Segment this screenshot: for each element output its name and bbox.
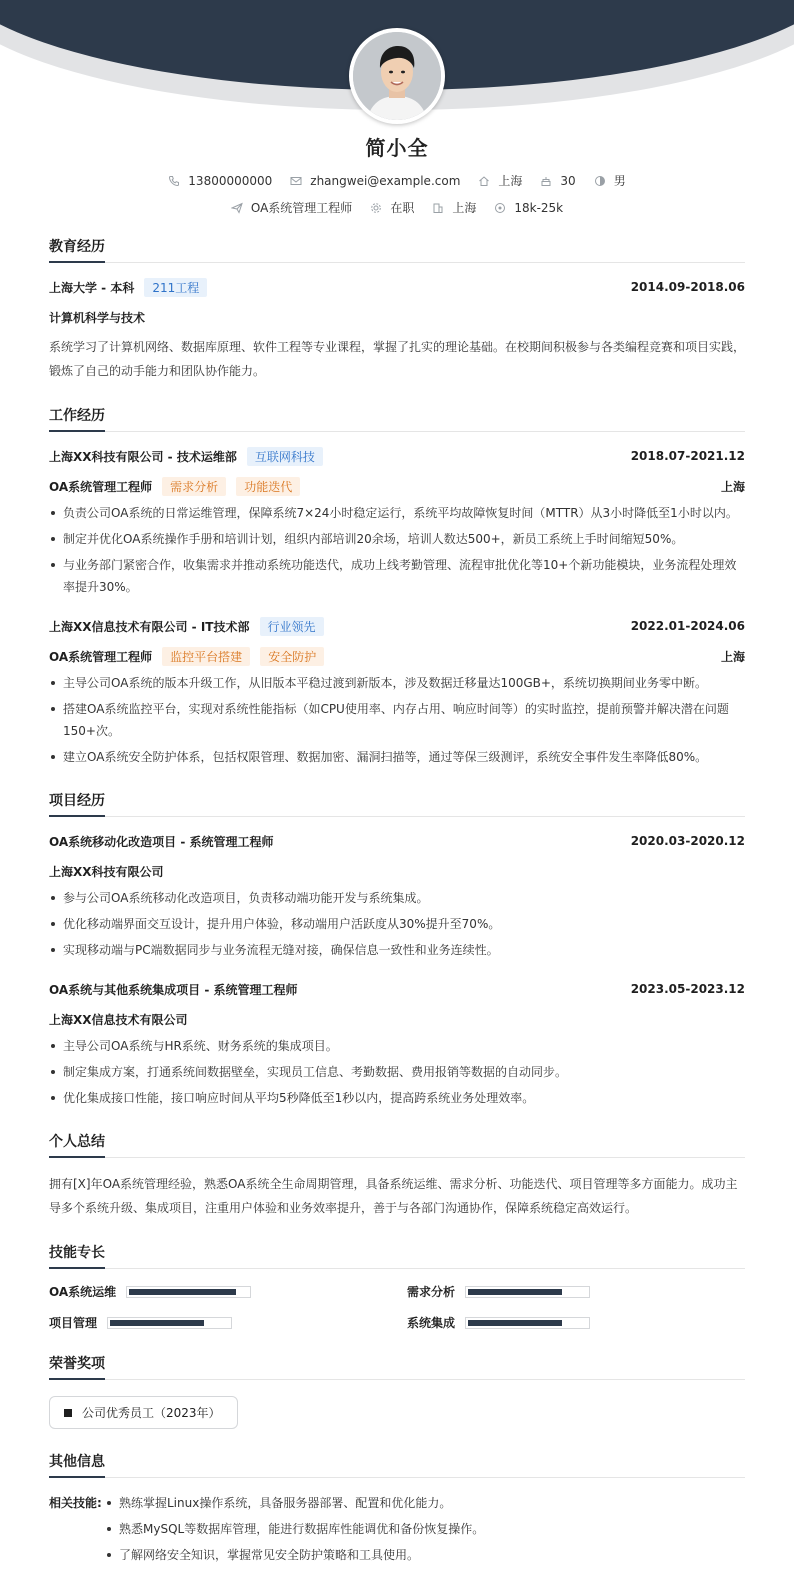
list-item: 参与公司OA系统移动化改造项目，负责移动端功能开发与系统集成。 (49, 887, 745, 909)
project-name: OA系统与其他系统集成项目 - 系统管理工程师 (49, 982, 298, 997)
project-company-text: 上海XX科技有限公司 (49, 864, 164, 879)
list-item: 制定集成方案，打通系统间数据壁垒，实现员工信息、考勤数据、费用报销等数据的自动同步。 (49, 1061, 745, 1083)
home-icon (478, 175, 490, 187)
other-section (49, 1451, 745, 1570)
skills-grid (49, 1283, 745, 1331)
other-bullets (105, 1492, 484, 1570)
section-title-summary: 个人总结 (49, 1131, 745, 1158)
skill-tag: 功能迭代 (236, 477, 300, 496)
education-item (49, 277, 745, 383)
age-item (540, 174, 575, 188)
skill-name: OA系统运维 (49, 1285, 117, 1299)
list-item: 熟悉MySQL等数据库管理，能进行数据库性能调优和备份恢复操作。 (105, 1518, 484, 1540)
project-company-text: 上海XX信息技术有限公司 (49, 1012, 188, 1027)
square-bullet-icon (64, 1409, 72, 1417)
project-name: OA系统移动化改造项目 - 系统管理工程师 (49, 834, 274, 849)
gender-text: 男 (613, 174, 626, 188)
major-text: 计算机科学与技术 (49, 310, 146, 325)
skill-item (49, 1283, 387, 1300)
award-text: 公司优秀员工（2023年） (82, 1406, 221, 1420)
skill-item (407, 1314, 745, 1331)
avatar (349, 28, 445, 124)
location-text: 上海 (498, 174, 523, 188)
role-title: OA系统管理工程师 (49, 649, 153, 664)
skill-bar (126, 1286, 251, 1298)
skill-bar (465, 1286, 590, 1298)
project-item (49, 831, 745, 961)
company-tag: 互联网科技 (247, 447, 323, 466)
section-title-honors: 荣誉奖项 (49, 1353, 745, 1380)
skill-name: 系统集成 (407, 1316, 456, 1330)
phone-text: 13800000000 (188, 173, 273, 188)
list-item: 主导公司OA系统的版本升级工作，从旧版本平稳过渡到新版本，涉及数据迁移量达100GB+，系统切换期间业务零中断。 (49, 672, 745, 694)
summary-section (49, 1131, 745, 1220)
work-head (49, 616, 745, 636)
list-item: 建立OA系统安全防护体系，包括权限管理、数据加密、漏洞扫描等，通过等保三级测评，系统安全事件发生率降低80%。 (49, 746, 745, 768)
education-period: 2014.09-2018.06 (630, 280, 745, 294)
phone-icon (168, 175, 180, 187)
email-text: zhangwei@example.com (310, 173, 461, 188)
skill-bar-fill (110, 1320, 204, 1326)
project-bullets (49, 887, 745, 961)
project-period: 2020.03-2020.12 (630, 834, 745, 848)
work-item (49, 616, 745, 768)
skill-bar-fill (129, 1289, 236, 1295)
contact-row (0, 172, 794, 189)
company-tag: 行业领先 (260, 617, 324, 636)
skill-bar-fill (468, 1320, 562, 1326)
honors-section (49, 1353, 745, 1429)
section-title-skills: 技能专长 (49, 1242, 745, 1269)
work-bullets (49, 672, 745, 768)
list-item: 搭建OA系统监控平台，实现对系统性能指标（如CPU使用率、内存占用、响应时间等）的实时监控，提前预警并解决潜在问题150+次。 (49, 698, 745, 742)
skill-item (49, 1314, 387, 1331)
job-title-item (231, 199, 352, 216)
gender-icon (594, 175, 606, 187)
target-city-item (432, 199, 476, 216)
skill-tag: 需求分析 (162, 477, 226, 496)
job-title-text: OA系统管理工程师 (250, 201, 353, 215)
work-period: 2022.01-2024.06 (630, 619, 745, 633)
section-title-projects: 项目经历 (49, 790, 745, 817)
other-label: 相关技能: (49, 1496, 102, 1510)
mail-icon (290, 175, 302, 187)
education-description: 系统学习了计算机网络、数据库原理、软件工程等专业课程，掌握了扎实的理论基础。在校期间积极参与各类编程竞赛和项目实践，锻炼了自己的动手能力和团队协作能力。 (49, 340, 746, 378)
location-item (478, 172, 522, 189)
skill-tag: 监控平台搭建 (162, 647, 250, 666)
list-item: 制定并优化OA系统操作手册和培训计划，组织内部培训20余场，培训人数达500+，新员工系统上手时间缩短50%。 (49, 528, 745, 550)
company-name: 上海XX信息技术有限公司 - IT技术部 (49, 619, 250, 634)
list-item: 熟练掌握Linux操作系统，具备服务器部署、配置和优化能力。 (105, 1492, 484, 1514)
gear-icon (370, 202, 382, 214)
role-title: OA系统管理工程师 (49, 479, 153, 494)
job-intent-row (0, 199, 794, 216)
section-title-education: 教育经历 (49, 236, 745, 263)
phone-item (168, 174, 272, 188)
work-bullets (49, 502, 745, 598)
education-head (49, 277, 745, 297)
list-item: 主导公司OA系统与HR系统、财务系统的集成项目。 (49, 1035, 745, 1057)
send-icon (231, 202, 243, 214)
project-period: 2023.05-2023.12 (630, 982, 745, 996)
cake-icon (540, 175, 552, 187)
section-title-work: 工作经历 (49, 405, 745, 432)
skill-tag: 安全防护 (260, 647, 324, 666)
work-item (49, 446, 745, 598)
list-item: 实现移动端与PC端数据同步与业务流程无缝对接，确保信息一致性和业务连续性。 (49, 939, 745, 961)
project-head (49, 831, 745, 851)
section-title-other: 其他信息 (49, 1451, 745, 1478)
gender-item (594, 172, 626, 189)
company-name: 上海XX科技有限公司 - 技术运维部 (49, 449, 237, 464)
role-row (49, 476, 745, 496)
project-company (49, 1009, 745, 1029)
skill-bar-fill (468, 1289, 562, 1295)
skills-section (49, 1242, 745, 1331)
resume-content (49, 236, 745, 1592)
coin-icon (494, 202, 506, 214)
list-item: 优化集成接口性能，接口响应时间从平均5秒降低至1秒以内，提高跨系统业务处理效率。 (49, 1087, 745, 1109)
education-section (49, 236, 745, 383)
age-text: 30 (560, 173, 576, 188)
other-info (49, 1492, 745, 1570)
building-icon (432, 202, 444, 214)
candidate-name: 简小全 (365, 136, 429, 160)
avatar-photo (353, 32, 441, 120)
work-period: 2018.07-2021.12 (630, 449, 745, 463)
skill-item (407, 1283, 745, 1300)
work-head (49, 446, 745, 466)
status-text: 在职 (390, 201, 415, 215)
project-bullets (49, 1035, 745, 1109)
projects-section (49, 790, 745, 1109)
list-item: 优化移动端界面交互设计，提升用户体验，移动端用户活跃度从30%提升至70%。 (49, 913, 745, 935)
project-company (49, 861, 745, 881)
target-city-text: 上海 (452, 201, 477, 215)
email-item (290, 174, 460, 188)
salary-text: 18k-25k (514, 200, 564, 215)
skill-bar (465, 1317, 590, 1329)
work-section (49, 405, 745, 768)
school-tag: 211工程 (144, 278, 207, 297)
salary-item (494, 201, 563, 215)
list-item: 负责公司OA系统的日常运维管理，保障系统7×24小时稳定运行，系统平均故障恢复时间（MTTR）从3小时降低至1小时以内。 (49, 502, 745, 524)
work-city: 上海 (720, 649, 745, 664)
project-item (49, 979, 745, 1109)
skill-name: 需求分析 (407, 1285, 456, 1299)
status-item (370, 199, 414, 216)
list-item: 了解网络安全知识，掌握常见安全防护策略和工具使用。 (105, 1544, 484, 1566)
list-item: 与业务部门紧密合作，收集需求并推动系统功能迭代，成功上线考勤管理、流程审批优化等10+个新功能模块，业务流程处理效率提升30%。 (49, 554, 745, 598)
school-name: 上海大学 - 本科 (49, 280, 135, 295)
major (49, 307, 745, 327)
summary-text: 拥有[X]年OA系统管理经验，熟悉OA系统全生命周期管理，具备系统运维、需求分析、功能迭代、项目管理等多方面能力。成功主导多个系统升级、集成项目，注重用户体验和业务效率提升，善于与各部门沟通协作，保障系统稳定高效运行。 (49, 1177, 738, 1215)
skill-bar (107, 1317, 232, 1329)
project-head (49, 979, 745, 999)
work-city: 上海 (720, 479, 745, 494)
role-row (49, 646, 745, 666)
award-badge (49, 1396, 238, 1429)
skill-name: 项目管理 (49, 1316, 98, 1330)
